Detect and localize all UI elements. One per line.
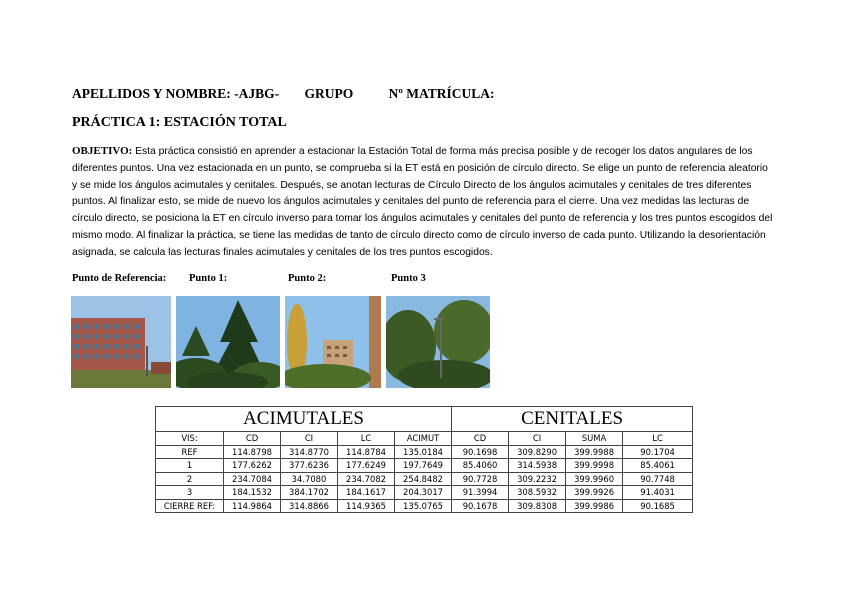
point1-photo [176, 296, 280, 388]
point2-photo [285, 296, 381, 388]
table-cell: 314.8770 [281, 445, 338, 459]
table-cell: 234.7084 [224, 472, 281, 486]
table-cell: 3 [156, 486, 224, 500]
table-row [156, 486, 693, 500]
table-cell: 91.4031 [623, 486, 693, 500]
table-cell: CIERRE REF: [156, 499, 224, 513]
table-cell: 184.1532 [224, 486, 281, 500]
table-cell: 309.8308 [509, 499, 566, 513]
measurements-table [155, 406, 693, 513]
table-cell: 309.8290 [509, 445, 566, 459]
table-cell: 90.1704 [623, 445, 693, 459]
table-cell: 135.0765 [395, 499, 452, 513]
table-cell: 34.7080 [281, 472, 338, 486]
objective-text: Esta práctica consistió en aprender a estacionar la Estación Total de forma más precisa posible y de recoger los datos angulares de los diferentes puntos. Una vez estacionada en un punto, se comprueba si la ET está en posición de círculo directo. Se elige un punto de referencia aleatorio y se mide los ángulos acimutales y cenitales. Después, se anotan lecturas de Círculo Directo de los ángulos acimutales y cenitales de tres diferentes puntos. Al finalizar esto, se mide de nuevo los ángulos acimutales y cenitales del punto de referencia para el cierre. Una vez medidas las lecturas de círculo directo, se posiciona la ET en círculo inverso para tomar los ángulos acimutales y cenitales del punto de referencia y los tres puntos escogidos del mismo modo. Al finalizar la práctica, se tiene las medidas de tanto de círculo directo como de círculo inverso de cada punto. Utilizando la desorientación asignada, se calcula las lecturas finales acimutales y cenitales de los tres puntos escogidos. [72, 146, 773, 258]
table-cell: 90.1685 [623, 499, 693, 513]
table-cell: 1 [156, 459, 224, 473]
table-cell: 254.8482 [395, 472, 452, 486]
table-cell: 114.8784 [338, 445, 395, 459]
table-cell: 177.6262 [224, 459, 281, 473]
table-cell: 85.4061 [623, 459, 693, 473]
table-cell: 399.9998 [566, 459, 623, 473]
student-header [72, 86, 494, 102]
table-cell: 309.2232 [509, 472, 566, 486]
column-header: CI [509, 432, 566, 446]
table-cell: REF [156, 445, 224, 459]
column-header: LC [623, 432, 693, 446]
table-cell: 197.7649 [395, 459, 452, 473]
column-header: ACIMUT [395, 432, 452, 446]
matricula-label: Nº MATRÍCULA: [388, 86, 495, 101]
column-header: VIS: [156, 432, 224, 446]
column-header: LC [338, 432, 395, 446]
name-label: APELLIDOS Y NOMBRE: -AJBG- [72, 86, 280, 101]
table-cell: 384.1702 [281, 486, 338, 500]
table-cell: 114.8798 [224, 445, 281, 459]
column-header: SUMA [566, 432, 623, 446]
table-cell: 399.9960 [566, 472, 623, 486]
table-cell: 314.5938 [509, 459, 566, 473]
table-cell: 177.6249 [338, 459, 395, 473]
ref-point-photo [71, 296, 171, 388]
table-cell: 114.9365 [338, 499, 395, 513]
table-cell: 308.5932 [509, 486, 566, 500]
column-header: CD [224, 432, 281, 446]
column-header-row [156, 432, 693, 446]
table-cell: 204.3017 [395, 486, 452, 500]
table-cell: 90.7748 [623, 472, 693, 486]
table-cell: 399.9988 [566, 445, 623, 459]
table-cell: 399.9986 [566, 499, 623, 513]
group-label: GRUPO [304, 86, 354, 101]
table-row [156, 472, 693, 486]
table-cell: 91.3994 [452, 486, 509, 500]
table-cell: 114.9864 [224, 499, 281, 513]
table-cell: 314.8866 [281, 499, 338, 513]
table-cell: 85.4060 [452, 459, 509, 473]
table-cell: 377.6236 [281, 459, 338, 473]
point3-photo [386, 296, 490, 388]
table-cell: 135.0184 [395, 445, 452, 459]
ref-photo-label: Punto de Referencia: [72, 273, 167, 284]
column-header: CD [452, 432, 509, 446]
table-row [156, 459, 693, 473]
table-cell: 90.1698 [452, 445, 509, 459]
table-cell: 184.1617 [338, 486, 395, 500]
point1-photo-label: Punto 1: [189, 273, 228, 284]
table-cell: 234.7082 [338, 472, 395, 486]
table-row [156, 499, 693, 513]
page-title: PRÁCTICA 1: ESTACIÓN TOTAL [72, 115, 287, 130]
table-cell: 90.7728 [452, 472, 509, 486]
table-cell: 2 [156, 472, 224, 486]
cenitales-header: CENITALES [452, 407, 693, 432]
point2-photo-label: Punto 2: [288, 273, 327, 284]
column-header: CI [281, 432, 338, 446]
table-row [156, 445, 693, 459]
objective-label: OBJETIVO: [72, 145, 133, 157]
table-cell: 90.1678 [452, 499, 509, 513]
acimutales-header: ACIMUTALES [156, 407, 452, 432]
point3-photo-label: Punto 3 [391, 273, 426, 284]
objective-paragraph [72, 143, 774, 262]
table-cell: 399.9926 [566, 486, 623, 500]
